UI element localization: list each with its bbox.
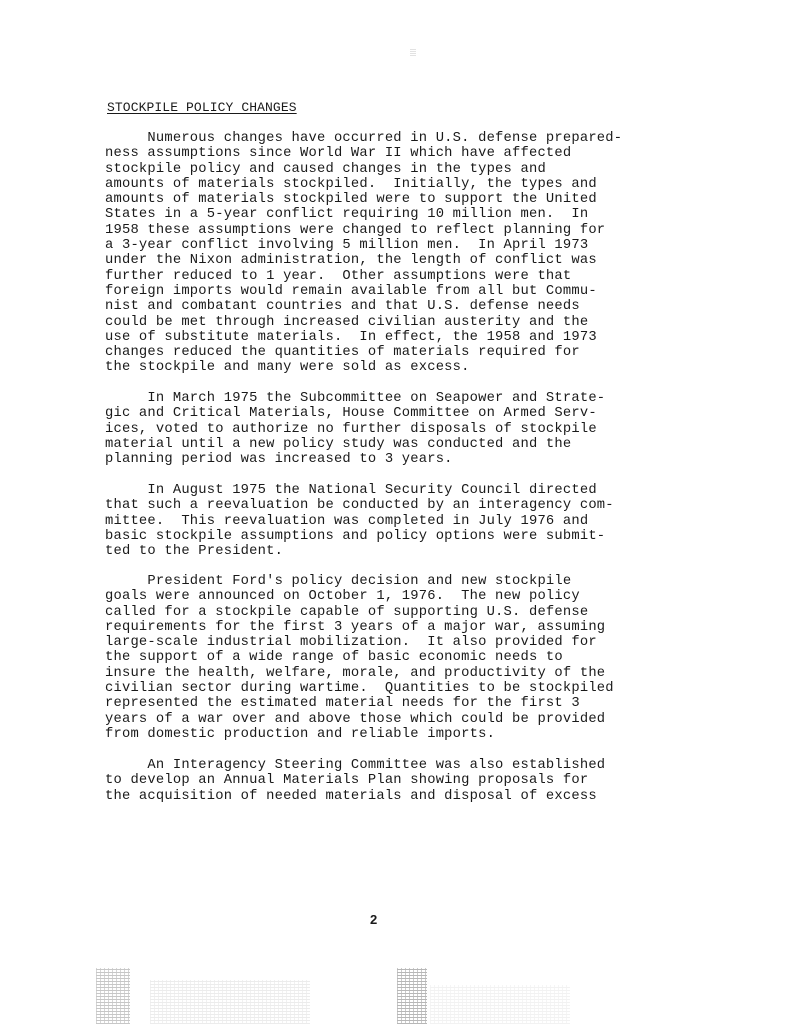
paragraph-3 — [105, 483, 614, 559]
paragraph-line: Numerous changes have occurred in U.S. defense prepared- — [105, 131, 623, 146]
paragraph-line: An Interagency Steering Committee was also established — [105, 758, 606, 773]
paragraph-line: In August 1975 the National Security Council directed — [105, 483, 597, 498]
paragraph-line: civilian sector during wartime. Quantities to be stockpiled — [105, 681, 614, 697]
scan-artifact — [430, 985, 570, 1024]
paragraph-line: could be met through increased civilian austerity and the — [105, 314, 589, 330]
paragraph-line: ness assumptions since World War II which have affected — [105, 146, 572, 162]
paragraph-line: 1958 these assumptions were changed to reflect planning for — [105, 222, 606, 238]
paragraph-line: President Ford's policy decision and new stockpile — [105, 574, 572, 589]
paragraph-line: further reduced to 1 year. Other assumptions were that — [105, 268, 572, 284]
paragraph-line: changes reduced the quantities of materials required for — [105, 345, 580, 361]
paragraph-line: the support of a wide range of basic economic needs to — [105, 650, 563, 666]
paragraph-1 — [105, 131, 622, 376]
paragraph-line: called for a stockpile capable of supporting U.S. defense — [105, 604, 589, 620]
paragraph-line: represented the estimated material needs for the first 3 — [105, 696, 580, 712]
paragraph-line: foreign imports would remain available from all but Commu- — [105, 283, 597, 299]
paragraph-line: mittee. This reevaluation was completed in July 1976 and — [105, 513, 589, 529]
paragraph-line: amounts of materials stockpiled. Initially, the types and — [105, 176, 597, 192]
paragraph-line: basic stockpile assumptions and policy options were submit- — [105, 528, 606, 544]
paragraph-line: that such a reevaluation be conducted by an interagency com- — [105, 498, 614, 514]
paragraph-line: planning period was increased to 3 years. — [105, 452, 453, 468]
paragraph-line: to develop an Annual Materials Plan showing proposals for — [105, 773, 589, 789]
paragraph-line: States in a 5-year conflict requiring 10 million men. In — [105, 207, 589, 223]
paragraph-line: a 3-year conflict involving 5 million men. In April 1973 — [105, 238, 589, 254]
paragraph-2 — [105, 391, 605, 467]
paragraph-line: goals were announced on October 1, 1976. The new policy — [105, 589, 580, 605]
paragraph-line: the stockpile and many were sold as excess. — [105, 360, 470, 376]
paragraph-line: nist and combatant countries and that U.S. defense needs — [105, 299, 580, 315]
paragraph-line: In March 1975 the Subcommittee on Seapower and Strate- — [105, 391, 606, 406]
paragraph-line: insure the health, welfare, morale, and productivity of the — [105, 665, 606, 681]
scan-speck — [410, 48, 416, 56]
paragraph-line: the acquisition of needed materials and disposal of excess — [105, 788, 597, 804]
paragraph-line: gic and Critical Materials, House Committee on Armed Serv- — [105, 406, 597, 422]
paragraph-line: requirements for the first 3 years of a major war, assuming — [105, 619, 606, 635]
paragraph-5 — [105, 758, 605, 804]
page-number: 2 — [370, 912, 378, 927]
paragraph-line: ices, voted to authorize no further disposals of stockpile — [105, 421, 597, 437]
paragraph-line: material until a new policy study was conducted and the — [105, 436, 572, 452]
paragraph-line: large-scale industrial mobilization. It also provided for — [105, 635, 597, 651]
scan-artifact — [150, 980, 310, 1024]
scan-artifact — [96, 968, 130, 1024]
section-heading: STOCKPILE POLICY CHANGES — [107, 100, 297, 115]
paragraph-line: use of substitute materials. In effect, the 1958 and 1973 — [105, 329, 597, 345]
paragraph-line: stockpile policy and caused changes in the types and — [105, 161, 546, 177]
paragraph-line: ted to the President. — [105, 544, 284, 560]
paragraph-4 — [105, 574, 614, 742]
paragraph-line: under the Nixon administration, the length of conflict was — [105, 253, 597, 269]
paragraph-line: years of a war over and above those which could be provided — [105, 711, 606, 727]
paragraph-line: from domestic production and reliable imports. — [105, 726, 496, 742]
scan-artifact — [397, 968, 427, 1024]
paragraph-line: amounts of materials stockpiled were to support the United — [105, 192, 597, 208]
